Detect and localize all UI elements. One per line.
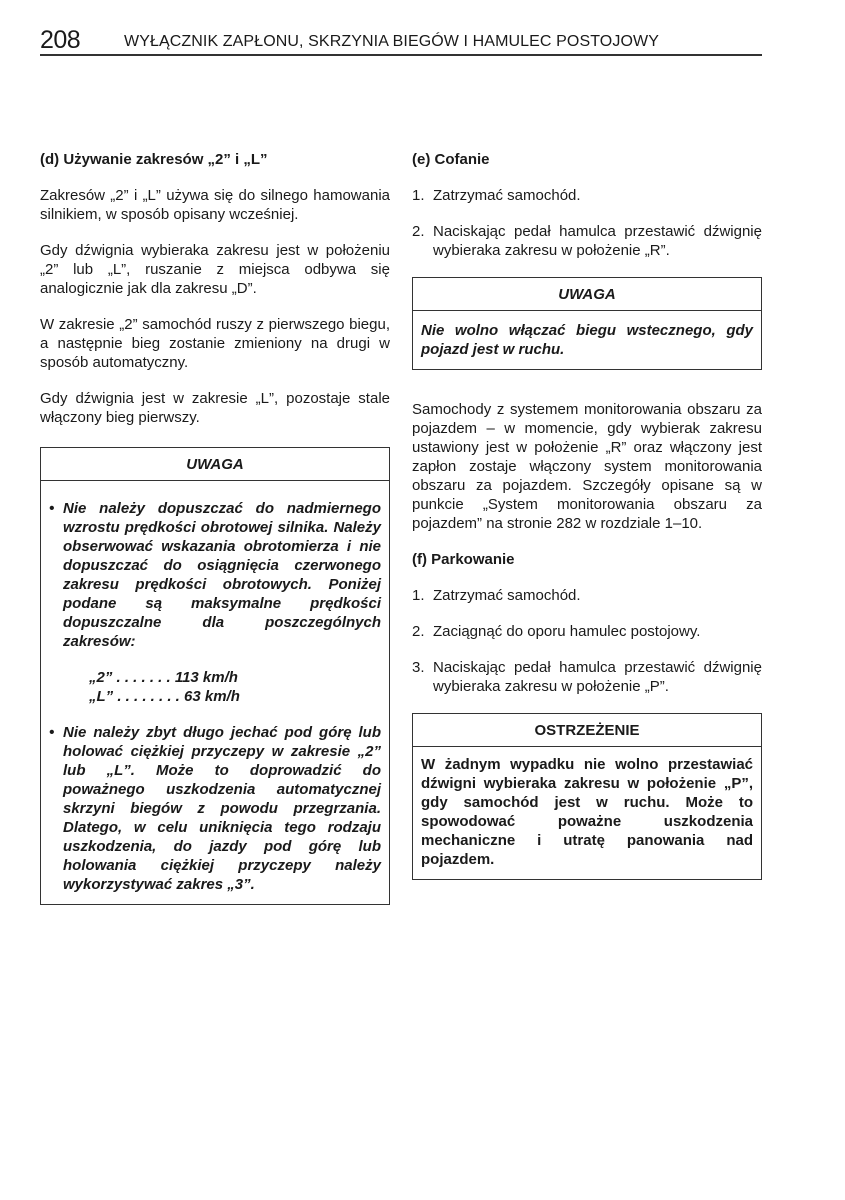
warning-body: W żadnym wypadku nie wolno przestawiać dźwigni wybieraka zakresu w położenie „P”, gdy samochód jest w ruchu. Może to spowodować poważne uszkodzenia mechaniczne i utratę panowania nad pojazdem. bbox=[421, 756, 753, 868]
bullet-mark: • bbox=[49, 500, 55, 517]
notice-body: Nie wolno włączać biegu wstecznego, gdy pojazd jest w ruchu. bbox=[421, 322, 753, 358]
step-text: Naciskając pedał hamulca przestawić dźwignię wybieraka zakresu w położenie „R”. bbox=[433, 223, 762, 259]
list-item bbox=[412, 186, 762, 205]
section-heading-e: (e) Cofanie bbox=[412, 151, 490, 168]
step-text: Zatrzymać samochód. bbox=[433, 187, 581, 204]
bullet-text: Nie należy dopuszczać do nadmiernego wzrostu prędkości obrotowej silnika. Należy obserwować wskazania obrotomierza i nie dopuszczać do osiągnięcia czerwonego zakresu prędkości obrotowych. Poniżej podane są maksymalne prędkości dopuszczalne dla poszczególnych zakresów: bbox=[63, 500, 381, 650]
chapter-title: WYŁĄCZNIK ZAPŁONU, SKRZYNIA BIEGÓW I HAMULEC POSTOJOWY bbox=[124, 33, 659, 50]
notice-title: UWAGA bbox=[41, 448, 389, 481]
right-column bbox=[412, 150, 762, 897]
notice-title: UWAGA bbox=[413, 278, 761, 311]
bullet-text: Nie należy zbyt długo jechać pod górę lub holować ciężkiej przyczepy w zakresie „2” lub „L”. Może to doprowadzić do poważnego uszkodzenia automatycznej skrzyni biegów z powodu przegrzania. Dlatego, w celu uniknięcia tego rodzaju uszkodzenia, do jazdy pod górę lub holowania ciężkiej przyczepy należy wykorzystywać zakres „3”. bbox=[63, 724, 381, 893]
list-item bbox=[412, 222, 762, 260]
bullet-mark: • bbox=[49, 724, 55, 741]
notice-bullet bbox=[49, 499, 381, 651]
step-number: 1. bbox=[412, 587, 425, 604]
list-item bbox=[412, 622, 762, 641]
step-text: Zaciągnąć do oporu hamulec postojowy. bbox=[433, 623, 701, 640]
speed-limit-l: „L” . . . . . . . . 63 km/h bbox=[89, 688, 240, 705]
paragraph: Zakresów „2” i „L” używa się do silnego hamowania silnikiem, w sposób opisany wcześniej. bbox=[40, 187, 390, 223]
notice-box bbox=[412, 277, 762, 370]
notice-bullet bbox=[49, 723, 381, 894]
speed-limit-2: „2” . . . . . . . 113 km/h bbox=[89, 669, 238, 686]
list-item bbox=[412, 658, 762, 696]
list-item bbox=[412, 586, 762, 605]
page-header bbox=[40, 28, 762, 56]
step-text: Zatrzymać samochód. bbox=[433, 587, 581, 604]
step-text: Naciskając pedał hamulca przestawić dźwignię wybieraka zakresu w położenie „P”. bbox=[433, 659, 762, 695]
section-heading-d: (d) Używanie zakresów „2” i „L” bbox=[40, 151, 268, 168]
step-number: 2. bbox=[412, 623, 425, 640]
warning-title: OSTRZEŻENIE bbox=[413, 714, 761, 747]
notice-box bbox=[40, 447, 390, 905]
left-column bbox=[40, 150, 390, 922]
paragraph: W zakresie „2” samochód ruszy z pierwszego biegu, a następnie bieg zostanie zmieniony na drugi w sposób automatyczny. bbox=[40, 316, 390, 371]
step-number: 1. bbox=[412, 187, 425, 204]
page-number: 208 bbox=[40, 26, 81, 54]
warning-box bbox=[412, 713, 762, 880]
speed-limits bbox=[49, 668, 381, 706]
step-number: 3. bbox=[412, 659, 425, 676]
notice-body bbox=[41, 481, 389, 904]
section-heading-f: (f) Parkowanie bbox=[412, 551, 515, 568]
paragraph: Gdy dźwignia wybieraka zakresu jest w położeniu „2” lub „L”, ruszanie z miejsca odbywa się analogicznie jak dla zakresu „D”. bbox=[40, 242, 390, 297]
paragraph: Gdy dźwignia jest w zakresie „L”, pozostaje stale włączony bieg pierwszy. bbox=[40, 390, 390, 426]
step-number: 2. bbox=[412, 223, 425, 240]
paragraph: Samochody z systemem monitorowania obszaru za pojazdem – w momencie, gdy wybierak zakresu ustawiony jest w położenie „R” oraz włączony jest zapłon zostaje włączony system monitorowania obszaru za pojazdem. Szczegóły opisane są w punkcie „System monitorowania obszaru za pojazdem” na stronie 282 w rozdziale 1–10. bbox=[412, 401, 762, 532]
